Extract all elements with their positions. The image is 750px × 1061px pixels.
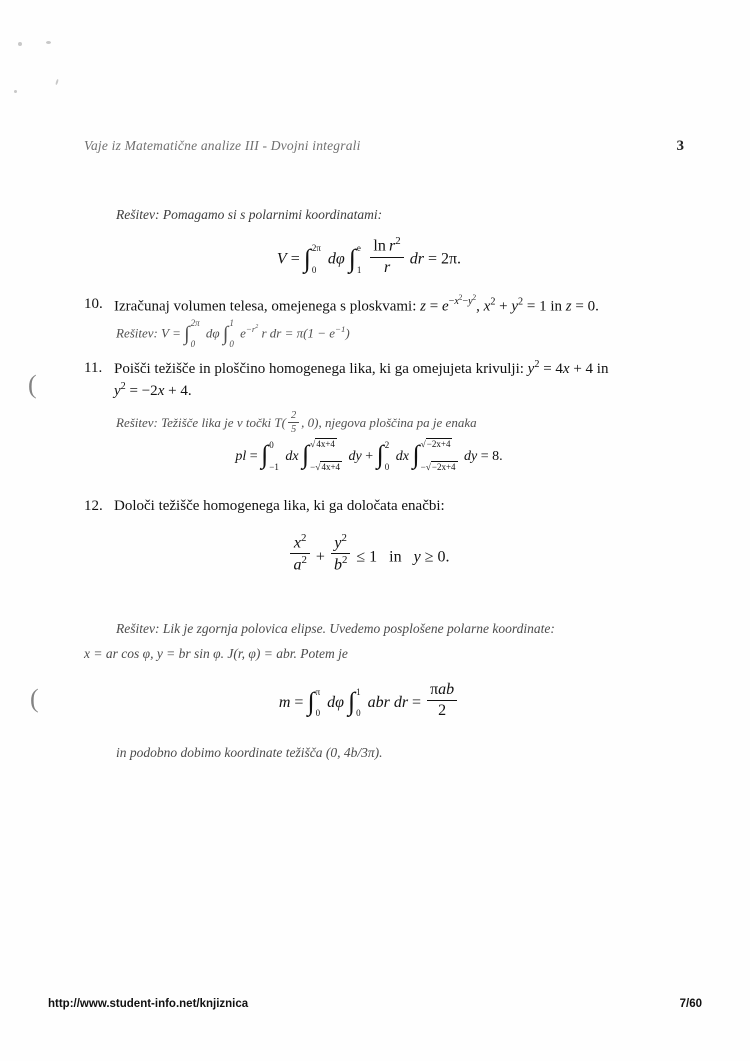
scan-speckle [55, 79, 59, 85]
footer-page-counter: 7/60 [679, 998, 702, 1010]
margin-mark: ( [30, 684, 39, 713]
footer-url-link[interactable]: http://www.student-info.net/knjiznica [48, 998, 249, 1010]
header-title: Vaje iz Matematične analize III - Dvojni integrali [84, 138, 361, 153]
exercise-number: 11. [84, 359, 103, 376]
exercise-item [84, 496, 654, 518]
equation-1: V = ∫ 2π 0 dφ ∫ e 1 $\frac{\ln r^2}{r}$ dr = 2π. [276, 235, 462, 276]
exercise-closing: in podobno dobimo koordinate težišča (0, 4b/3π). [116, 744, 383, 760]
exercise-text: Izračunaj volumen telesa, omejenega s ploskvami: $z = e^{-x^2-y^2}$, $x^2 + y^2 = 1$ in z = 0. [114, 294, 599, 314]
equation-4: m = ∫ π 0 dφ ∫ 1 0 abr dr = $\frac{\text{πab}}{2}$ [84, 680, 654, 721]
page-footer [48, 998, 702, 1010]
exercise-text: Poišči težišče in ploščino homogenega lika, ki ga omejujeta krivulji: $y^2 = 4x + 4$ in $y^2 = -2x + 4$. [114, 358, 609, 400]
exercise-solution-line1: Rešitev: Lik je zgornja polovica elipse. Uvedemo posplošene polarne koordinate: [116, 621, 555, 637]
exercise-solution: Rešitev: Težišče lika je v točki T( $\frac{2}{5}$ , 0), njegova ploščina pa je enaka [116, 410, 477, 435]
scan-speckle [14, 90, 17, 93]
scan-speckle [46, 41, 51, 44]
exercise-text: Določi težišče homogenega lika, ki ga določata enačbi: [114, 497, 445, 514]
equation-3: $\frac{x^2}{a^2}$ + $\frac{y^2}{b^2}$ ≤ 1 in y ≥ 0. [84, 532, 654, 576]
solution-intro: Rešitev: Pomagamo si s polarnimi koordinatami: [116, 207, 383, 222]
page-number: 3 [676, 138, 684, 154]
equation-2: pl = ∫ 0 −1 dx ∫ √4x+4 −√4x+4 dy + ∫ 2 0 dx ∫ √−2x+4 −√−2x+4 dy = 8. [235, 439, 503, 473]
scan-speckle [18, 42, 22, 46]
exercise-item [84, 294, 654, 318]
exercise-solution-line2: x = ar cos φ, y = br sin φ. J(r, φ) = abr. Potem je [84, 645, 348, 661]
exercise-number: 12. [84, 497, 103, 514]
exercise-number: 10. [84, 295, 103, 312]
margin-mark: ( [28, 370, 37, 399]
page-header [84, 138, 684, 155]
exercise-item [84, 358, 654, 404]
exercise-solution: Rešitev: V = ∫ 2π 0 dφ ∫ 1 0 $e^{-r^2}$ r dr = $\pi(1 - e^{-1})$ [116, 317, 350, 350]
page-content [84, 205, 654, 771]
